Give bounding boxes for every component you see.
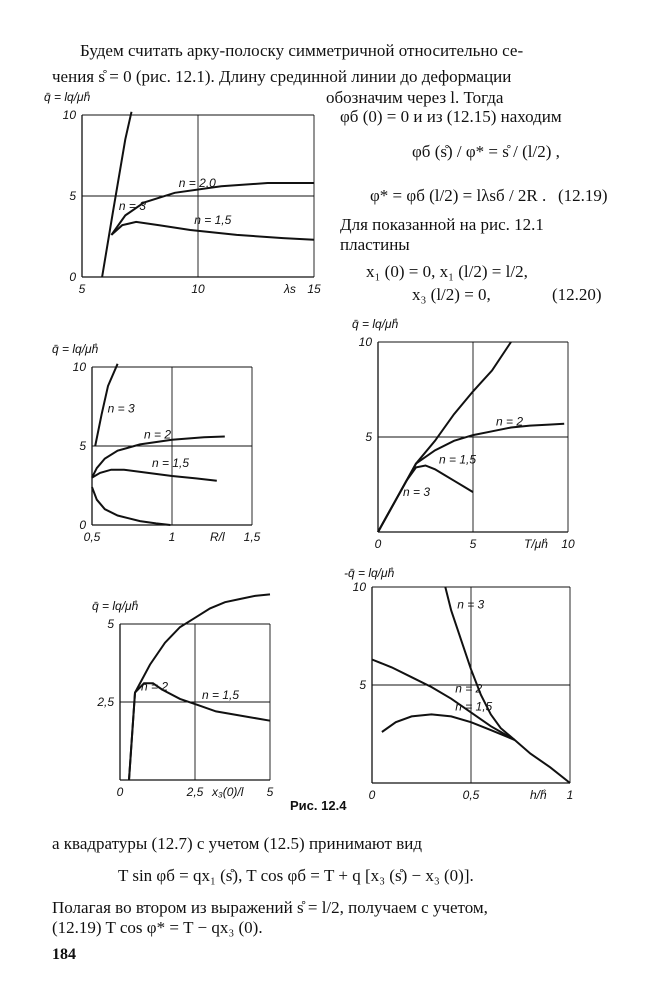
y-tick-label: 10 bbox=[62, 108, 76, 122]
y-axis-label: q̄ = lq/μh̊ bbox=[52, 342, 99, 356]
page-number: 184 bbox=[52, 946, 76, 963]
series-label: n = 2 bbox=[455, 681, 483, 696]
y-axis-label: -q̄ = lq/μh̊ bbox=[344, 566, 395, 580]
paragraph-line-1: Будем считать арку-полоску симметричной относительно се- bbox=[80, 41, 524, 60]
x-tick-label: 10 bbox=[191, 282, 205, 296]
y-tick-label: 5 bbox=[365, 430, 372, 444]
series-label: n = 2 bbox=[141, 679, 169, 694]
equation-2: φ* = φб (l/2) = lλsб / 2R . bbox=[370, 186, 547, 205]
x-axis-label: λs bbox=[284, 282, 296, 296]
chart-R-over-l bbox=[40, 335, 270, 555]
x-tick-label: 5 bbox=[469, 537, 477, 551]
chart-T bbox=[330, 310, 590, 550]
chart-x3 bbox=[60, 588, 290, 803]
x-tick-label: 0 bbox=[116, 785, 124, 799]
equation-2-number: (12.19) bbox=[558, 186, 608, 205]
y-tick-label: 5 bbox=[359, 678, 366, 692]
x-tick-label: 15 bbox=[307, 282, 321, 296]
series-line bbox=[102, 112, 131, 277]
series-label: n = 2,0 bbox=[178, 175, 216, 190]
right-text-3: Для показанной на рис. 12.1 bbox=[340, 215, 544, 234]
equation-4-number: (12.20) bbox=[552, 285, 602, 304]
x-tick-label: 0 bbox=[368, 788, 376, 802]
equation-3: x₁ (0) = 0, x₁ (l/2) = l/2, bbox=[366, 262, 528, 281]
x-tick-label: 0 bbox=[374, 537, 382, 551]
series-label: n = 1,5 bbox=[202, 688, 240, 703]
bottom-text-1: а квадратуры (12.7) с учетом (12.5) принимают вид bbox=[52, 834, 422, 853]
series-line bbox=[129, 683, 270, 780]
series-line bbox=[372, 660, 515, 740]
right-text-4: пластины bbox=[340, 235, 410, 254]
x-tick-label: 0,5 bbox=[83, 530, 101, 544]
y-tick-label: 2,5 bbox=[97, 695, 114, 709]
x-tick-label: 1 bbox=[168, 530, 176, 544]
bottom-equation: T sin φб = qx₁ (s̊), T cos φб = T + q [x₃ (s̊) − x₃ (0)]. bbox=[118, 866, 474, 885]
chart-h bbox=[330, 565, 590, 805]
x-axis-label: h/h̊ bbox=[530, 788, 547, 802]
series-label: n = 3 bbox=[457, 597, 485, 612]
x-tick-label: 5 bbox=[78, 282, 86, 296]
y-tick-label: 0 bbox=[69, 270, 76, 284]
right-text-2: φб (0) = 0 и из (12.15) находим bbox=[340, 107, 562, 126]
series-label: n = 3 bbox=[403, 484, 431, 499]
series-label: n = 1,5 bbox=[439, 452, 477, 467]
y-axis-label: q̄ = lq/μh̊ bbox=[352, 317, 399, 331]
series-line bbox=[92, 470, 217, 481]
series-label: n = 3 bbox=[118, 199, 146, 214]
x-tick-label: 10 bbox=[561, 537, 575, 551]
x-tick-label: 0,5 bbox=[462, 788, 480, 802]
x-axis-label: x₃(0)/l bbox=[212, 785, 244, 799]
right-text-1: обозначим через l. Тогда bbox=[326, 88, 504, 107]
x-axis-label: R/l bbox=[210, 530, 225, 544]
y-tick-label: 10 bbox=[358, 335, 372, 349]
series-line bbox=[92, 487, 170, 525]
y-tick-label: 5 bbox=[107, 617, 114, 631]
y-tick-label: 10 bbox=[352, 580, 366, 594]
paragraph-line-2: чения s̊ = 0 (рис. 12.1). Длину срединной линии до деформации bbox=[52, 67, 512, 86]
x-tick-label: 1 bbox=[566, 788, 574, 802]
equation-1: φб (s̊) / φ* = s̊ / (l/2) , bbox=[412, 142, 560, 161]
y-tick-label: 10 bbox=[72, 360, 86, 374]
x-tick-label: 1,5 bbox=[243, 530, 261, 544]
x-tick-label: 5 bbox=[266, 785, 274, 799]
equation-4: x₃ (l/2) = 0, bbox=[412, 285, 491, 304]
series-label: n = 1,5 bbox=[455, 699, 493, 714]
y-tick-label: 5 bbox=[79, 439, 86, 453]
y-tick-label: 0 bbox=[79, 518, 86, 532]
series-label: n = 1,5 bbox=[194, 213, 232, 228]
y-axis-label: q̄ = lq/μh̊ bbox=[44, 90, 91, 104]
bottom-text-2: Полагая во втором из выражений s̊ = l/2, получаем с учетом, bbox=[52, 898, 488, 917]
chart-lambda bbox=[40, 85, 330, 300]
series-label: n = 2 bbox=[496, 414, 524, 429]
bottom-text-3: (12.19) T cos φ* = T − qx₃ (0). bbox=[52, 918, 263, 937]
y-tick-label: 5 bbox=[69, 189, 76, 203]
series-label: n = 2 bbox=[144, 427, 172, 442]
y-axis-label: q̄ = lq/μh̊ bbox=[92, 599, 139, 613]
series-label: n = 1,5 bbox=[152, 455, 190, 470]
figure-caption: Рис. 12.4 bbox=[290, 798, 347, 813]
x-axis-label: T/μh̊ bbox=[524, 537, 548, 551]
series-line bbox=[378, 424, 564, 532]
series-label: n = 3 bbox=[107, 401, 135, 416]
x-tick-label: 2,5 bbox=[186, 785, 204, 799]
